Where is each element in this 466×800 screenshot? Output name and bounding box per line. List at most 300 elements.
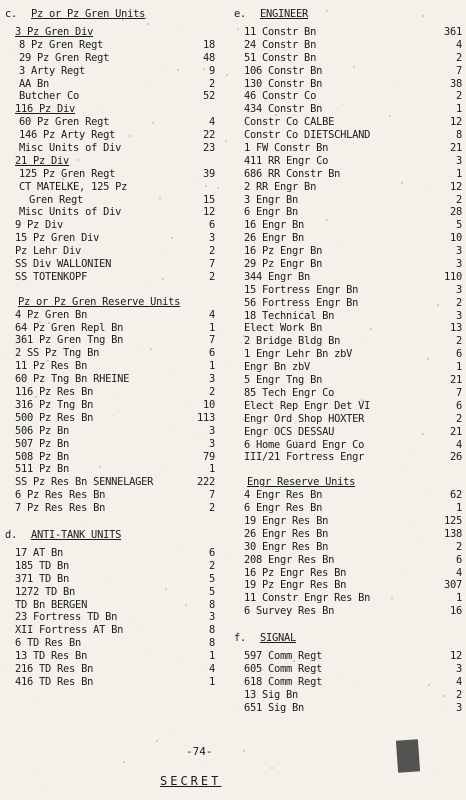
- unit-row: [5, 129, 215, 142]
- unit-row: [5, 155, 215, 168]
- unit-row: [234, 78, 462, 91]
- unit-row: [234, 335, 462, 348]
- unit-row: [234, 181, 462, 194]
- unit-name: Gren Regt: [29, 193, 84, 206]
- paper-speck: [249, 41, 251, 43]
- unit-name: 24 Constr Bn: [244, 38, 317, 51]
- paper-speck: [257, 451, 258, 452]
- unit-count: 2: [208, 77, 215, 90]
- paper-speck: [259, 91, 260, 92]
- paper-speck: [407, 574, 408, 575]
- unit-name: 60 Pz Gren Regt: [19, 116, 110, 129]
- paper-speck: [34, 774, 35, 775]
- unit-row: [234, 413, 462, 426]
- unit-count: 6: [455, 348, 462, 361]
- paper-speck: [401, 182, 403, 184]
- unit-name: 208 Engr Res Bn: [244, 553, 335, 566]
- unit-name: AA Bn: [19, 77, 50, 90]
- unit-count: 1: [455, 167, 462, 180]
- unit-row: [234, 90, 462, 103]
- unit-row: [234, 168, 462, 181]
- unit-count: 2: [455, 296, 462, 309]
- unit-count: 113: [196, 411, 215, 424]
- paper-speck: [204, 437, 205, 438]
- unit-name: 7 Pz Res Res Bn: [15, 502, 106, 515]
- paper-speck: [13, 477, 14, 478]
- unit-row: [5, 309, 215, 322]
- unit-row: [234, 605, 462, 618]
- unit-name: 597 Comm Regt: [244, 650, 323, 663]
- unit-row: [234, 567, 462, 580]
- unit-row: [234, 702, 462, 715]
- unit-count: 12: [449, 650, 462, 663]
- unit-name: Elect Rep Engr Det VI: [244, 399, 371, 412]
- paper-speck: [248, 222, 249, 223]
- paper-speck: [326, 10, 328, 12]
- unit-name: III/21 Fortress Engr: [244, 451, 365, 464]
- paper-speck: [82, 273, 84, 275]
- paper-speck: [413, 452, 414, 453]
- unit-name: 15 Fortress Engr Bn: [244, 283, 359, 296]
- paper-speck: [301, 311, 303, 313]
- paper-speck: [136, 629, 137, 630]
- unit-row: [5, 39, 215, 52]
- paper-speck: [106, 499, 107, 500]
- unit-row: [5, 90, 215, 103]
- paper-speck: [229, 559, 230, 560]
- unit-count: 2: [208, 270, 215, 283]
- unit-row: [5, 560, 215, 573]
- unit-count: 5: [455, 219, 462, 232]
- paper-speck: [9, 427, 10, 428]
- unit-name: 5 Engr Tng Bn: [244, 374, 323, 387]
- unit-name: Misc Units of Div: [19, 206, 122, 219]
- paper-speck: [72, 384, 73, 385]
- right-column: [234, 8, 462, 715]
- unit-row: [5, 142, 215, 155]
- unit-count: 8: [208, 624, 215, 637]
- unit-name: XII Fortress AT Bn: [15, 624, 124, 637]
- unit-count: 22: [202, 129, 215, 142]
- unit-name: Constr Co CALBE: [244, 116, 335, 129]
- unit-name: 4 Engr Res Bn: [244, 489, 323, 502]
- unit-count: 3: [208, 611, 215, 624]
- unit-row: [234, 103, 462, 116]
- paper-speck: [193, 179, 194, 180]
- unit-row: [5, 168, 215, 181]
- unit-row: [234, 271, 462, 284]
- unit-row: [234, 592, 462, 605]
- unit-name: 29 Pz Engr Bn: [244, 258, 323, 271]
- unit-name: 85 Tech Engr Co: [244, 386, 335, 399]
- paper-speck: [47, 360, 49, 362]
- paper-speck: [349, 359, 350, 360]
- unit-row: [5, 232, 215, 245]
- paper-speck: [293, 660, 295, 662]
- paper-speck: [276, 314, 278, 316]
- unit-row: [234, 554, 462, 567]
- unit-count: 2: [455, 51, 462, 64]
- paper-speck: [62, 178, 64, 180]
- subsection-heading: Pz or Pz Gren Reserve Units: [18, 295, 181, 308]
- unit-name: 651 Sig Bn: [244, 701, 305, 714]
- unit-count: 2: [208, 245, 215, 258]
- unit-name: SS TOTENKOPF: [15, 270, 88, 283]
- paper-speck: [180, 657, 181, 658]
- unit-count: 1: [208, 360, 215, 373]
- unit-name: 16 Engr Bn: [244, 219, 305, 232]
- unit-count: 4: [208, 116, 215, 129]
- paper-speck: [174, 734, 175, 735]
- unit-name: CT MATELKE, 125 Pz: [19, 180, 128, 193]
- unit-count: 21: [449, 142, 462, 155]
- paper-speck: [122, 19, 124, 21]
- unit-name: 16 Pz Engr Res Bn: [244, 566, 347, 579]
- unit-name: 11 Constr Bn: [244, 26, 317, 38]
- unit-name: 434 Constr Bn: [244, 103, 323, 116]
- unit-count: 13: [449, 322, 462, 335]
- unit-row: [5, 599, 215, 612]
- unit-name: 4 Pz Gren Bn: [15, 308, 88, 321]
- unit-name: 26 Engr Res Bn: [244, 527, 329, 540]
- unit-row: [234, 689, 462, 702]
- unit-row: [234, 502, 462, 515]
- unit-count: 6: [455, 399, 462, 412]
- paper-speck: [116, 621, 117, 622]
- paper-speck: [284, 343, 285, 344]
- paper-speck: [84, 523, 85, 524]
- paper-speck: [56, 259, 57, 260]
- unit-row: [234, 52, 462, 65]
- paper-speck: [60, 564, 62, 566]
- paper-speck: [391, 597, 393, 599]
- unit-row: [234, 219, 462, 232]
- unit-count: 1: [208, 463, 215, 476]
- unit-count: 7: [208, 334, 215, 347]
- unit-row: [5, 438, 215, 451]
- paper-speck: [29, 283, 30, 284]
- unit-name: 9 Pz Div: [15, 219, 64, 232]
- unit-name: 508 Pz Bn: [15, 450, 70, 463]
- unit-row: [234, 322, 462, 335]
- paper-speck: [159, 197, 161, 199]
- unit-name: 1272 TD Bn: [15, 585, 76, 598]
- unit-count: 125: [443, 514, 462, 527]
- unit-row: [5, 245, 215, 258]
- unit-count: 4: [208, 308, 215, 321]
- unit-count: 3: [208, 232, 215, 245]
- page-number: -74-: [186, 745, 213, 758]
- unit-name: Engr Bn zbV: [244, 361, 311, 374]
- unit-row: [5, 360, 215, 373]
- paper-speck: [165, 588, 167, 590]
- unit-name: 6 Engr Res Bn: [244, 502, 323, 515]
- unit-name: 60 Pz Tng Bn RHEINE: [15, 373, 130, 386]
- unit-name: 185 TD Bn: [15, 559, 70, 572]
- paper-speck: [151, 81, 152, 82]
- unit-count: 4: [455, 566, 462, 579]
- unit-name: 6 Home Guard Engr Co: [244, 438, 365, 451]
- paper-speck: [31, 148, 32, 149]
- unit-name: 64 Pz Gren Repl Bn: [15, 321, 124, 334]
- unit-count: 62: [449, 489, 462, 502]
- paper-speck: [433, 772, 434, 773]
- paper-speck: [185, 405, 186, 406]
- paper-speck: [149, 284, 150, 285]
- unit-count: 1: [208, 650, 215, 663]
- unit-name: 6 Engr Bn: [244, 206, 299, 219]
- unit-row: [5, 181, 215, 194]
- unit-count: 28: [449, 206, 462, 219]
- paper-speck: [75, 385, 76, 386]
- paper-speck: [166, 466, 167, 467]
- unit-row: [5, 624, 215, 637]
- unit-name: Pz Lehr Div: [15, 245, 82, 258]
- unit-name: SS Pz Res Bn SENNELAGER: [15, 476, 154, 489]
- paper-speck: [23, 280, 24, 281]
- unit-count: 10: [202, 398, 215, 411]
- unit-row: [234, 439, 462, 452]
- paper-speck: [48, 322, 50, 324]
- unit-count: 2: [208, 386, 215, 399]
- unit-count: 2: [208, 502, 215, 515]
- paper-speck: [162, 65, 163, 66]
- paper-speck: [363, 341, 364, 342]
- unit-name: 18 Technical Bn: [244, 309, 335, 322]
- unit-count: 1: [208, 675, 215, 688]
- unit-row: [234, 129, 462, 142]
- unit-row: [5, 663, 215, 676]
- unit-row: [5, 258, 215, 271]
- paper-speck: [147, 23, 149, 25]
- unit-row: [5, 206, 215, 219]
- paper-speck: [343, 104, 344, 105]
- unit-row: [5, 194, 215, 207]
- unit-name: TD Bn BERGEN: [15, 598, 88, 611]
- unit-name: SS Div WALLONIEN: [15, 258, 112, 271]
- unit-count: 1: [455, 361, 462, 374]
- unit-row: [234, 194, 462, 207]
- unit-name: 13 Sig Bn: [244, 688, 299, 701]
- unit-count: 2: [455, 335, 462, 348]
- paper-speck: [67, 261, 68, 262]
- unit-name: Constr Co DIETSCHLAND: [244, 129, 371, 142]
- paper-speck: [295, 213, 297, 215]
- unit-count: 12: [449, 116, 462, 129]
- paper-speck: [181, 545, 182, 546]
- section-title: ANTI-TANK UNITS: [31, 529, 122, 541]
- unit-name: Butcher Co: [19, 90, 80, 103]
- unit-row: [5, 637, 215, 650]
- unit-count: 6: [208, 546, 215, 559]
- paper-speck: [361, 399, 363, 401]
- paper-speck: [174, 429, 175, 430]
- paper-speck: [243, 335, 245, 337]
- paper-speck: [281, 265, 283, 267]
- unit-row: [234, 284, 462, 297]
- paper-speck: [30, 316, 32, 318]
- paper-speck: [141, 344, 142, 345]
- unit-row: [234, 258, 462, 271]
- unit-name: 1 FW Constr Bn: [244, 142, 329, 155]
- paper-speck: [428, 684, 430, 686]
- unit-name: Engr OCS DESSAU: [244, 425, 335, 438]
- paper-speck: [123, 761, 125, 763]
- section-title: ENGINEER: [260, 8, 309, 21]
- section-letter: d.: [5, 529, 18, 541]
- unit-row: [5, 103, 215, 116]
- unit-count: 10: [449, 232, 462, 245]
- unit-count: 2: [208, 559, 215, 572]
- unit-count: 7: [208, 258, 215, 271]
- unit-row: [5, 573, 215, 586]
- unit-name: 26 Engr Bn: [244, 232, 305, 245]
- unit-row: [234, 310, 462, 323]
- unit-row: [5, 586, 215, 599]
- unit-name: 23 Fortress TD Bn: [15, 611, 118, 624]
- unit-count: 26: [449, 451, 462, 464]
- unit-count: 39: [202, 167, 215, 180]
- unit-name: 11 Pz Res Bn: [15, 360, 88, 373]
- paper-speck: [177, 69, 179, 71]
- unit-name: 19 Engr Res Bn: [244, 514, 329, 527]
- unit-row: [234, 387, 462, 400]
- unit-name: 361 Pz Gren Tng Bn: [15, 334, 124, 347]
- unit-name: 344 Engr Bn: [244, 270, 311, 283]
- paper-speck: [354, 683, 355, 684]
- paper-speck: [406, 469, 407, 470]
- unit-count: 12: [449, 180, 462, 193]
- unit-name: 3 Pz Gren Div: [15, 26, 94, 38]
- unit-name: 2 Bridge Bldg Bn: [244, 335, 341, 348]
- unit-row: [5, 399, 215, 412]
- unit-count: 110: [443, 270, 462, 283]
- unit-count: 3: [455, 258, 462, 271]
- unit-row: [234, 155, 462, 168]
- unit-name: 17 AT Bn: [15, 546, 64, 559]
- unit-name: 125 Pz Gren Regt: [19, 167, 116, 180]
- paper-speck: [204, 403, 205, 404]
- unit-count: 4: [455, 38, 462, 51]
- unit-name: 15 Pz Gren Div: [15, 232, 100, 245]
- unit-name: 30 Engr Res Bn: [244, 540, 329, 553]
- unit-row: [5, 26, 215, 39]
- unit-name: 618 Comm Regt: [244, 675, 323, 688]
- paper-speck: [427, 189, 428, 190]
- paper-speck: [156, 740, 158, 742]
- unit-name: 51 Constr Bn: [244, 51, 317, 64]
- unit-count: 52: [202, 90, 215, 103]
- paper-speck: [162, 255, 163, 256]
- paper-speck: [320, 160, 322, 162]
- paper-speck: [57, 631, 58, 632]
- paper-speck: [310, 125, 311, 126]
- unit-name: 116 Pz Res Bn: [15, 386, 94, 399]
- paper-speck: [202, 210, 203, 211]
- unit-name: 6 Survey Res Bn: [244, 605, 335, 618]
- unit-name: 3 Arty Regt: [19, 64, 86, 77]
- paper-speck: [185, 604, 187, 606]
- paper-speck: [415, 526, 416, 527]
- paper-speck: [437, 304, 439, 306]
- unit-row: [234, 541, 462, 554]
- unit-name: 146 Pz Arty Regt: [19, 129, 116, 142]
- unit-name: 21 Pz Div: [15, 154, 70, 167]
- classification-marking: SECRET: [160, 774, 222, 788]
- paper-speck: [144, 650, 145, 651]
- unit-count: 6: [455, 553, 462, 566]
- unit-row: [5, 676, 215, 689]
- unit-row: [234, 676, 462, 689]
- unit-count: [193, 155, 215, 168]
- unit-row: [234, 245, 462, 258]
- paper-speck: [180, 25, 181, 26]
- unit-name: 11 Constr Engr Res Bn: [244, 592, 371, 605]
- unit-name: Elect Work Bn: [244, 322, 323, 335]
- unit-count: 48: [202, 51, 215, 64]
- unit-count: 3: [455, 701, 462, 714]
- unit-count: 6: [208, 219, 215, 232]
- paper-speck: [271, 767, 273, 769]
- unit-name: 1 Engr Lehr Bn zbV: [244, 348, 353, 361]
- unit-row: [5, 425, 215, 438]
- unit-row: [234, 65, 462, 78]
- paper-speck: [425, 492, 426, 493]
- paper-speck: [243, 419, 245, 421]
- paper-speck: [129, 135, 131, 137]
- paper-speck: [205, 185, 207, 187]
- unit-count: 2: [455, 90, 462, 103]
- unit-name: 216 TD Res Bn: [15, 662, 94, 675]
- unit-count: 1: [208, 321, 215, 334]
- paper-speck: [422, 15, 424, 17]
- paper-speck: [107, 583, 108, 584]
- paper-speck: [451, 648, 452, 649]
- paper-speck: [205, 760, 206, 761]
- unit-row: [5, 334, 215, 347]
- paper-speck: [76, 0, 77, 1]
- unit-row: [234, 39, 462, 52]
- unit-count: 6: [208, 347, 215, 360]
- paper-speck: [326, 555, 327, 556]
- unit-count: 15: [202, 193, 215, 206]
- paper-speck: [131, 621, 132, 622]
- unit-count: 3: [455, 662, 462, 675]
- unit-name: 506 Pz Bn: [15, 424, 70, 437]
- paper-speck: [39, 321, 41, 323]
- unit-row: [5, 116, 215, 129]
- unit-row: [234, 232, 462, 245]
- unit-count: 138: [443, 527, 462, 540]
- unit-name: 8 Pz Gren Regt: [19, 38, 104, 51]
- unit-row: [234, 515, 462, 528]
- paper-speck: [170, 371, 171, 372]
- unit-count: 21: [449, 425, 462, 438]
- unit-count: 307: [443, 579, 462, 592]
- paper-speck: [418, 539, 419, 540]
- paper-speck: [295, 441, 297, 443]
- paper-speck: [353, 66, 355, 68]
- unit-name: 46 Constr Co: [244, 90, 317, 103]
- unit-row: [234, 579, 462, 592]
- unit-count: 23: [202, 142, 215, 155]
- paper-speck: [403, 467, 404, 468]
- unit-count: 2: [455, 193, 462, 206]
- paper-speck: [399, 85, 400, 86]
- paper-speck: [370, 328, 372, 330]
- paper-speck: [238, 709, 239, 710]
- unit-count: 79: [202, 450, 215, 463]
